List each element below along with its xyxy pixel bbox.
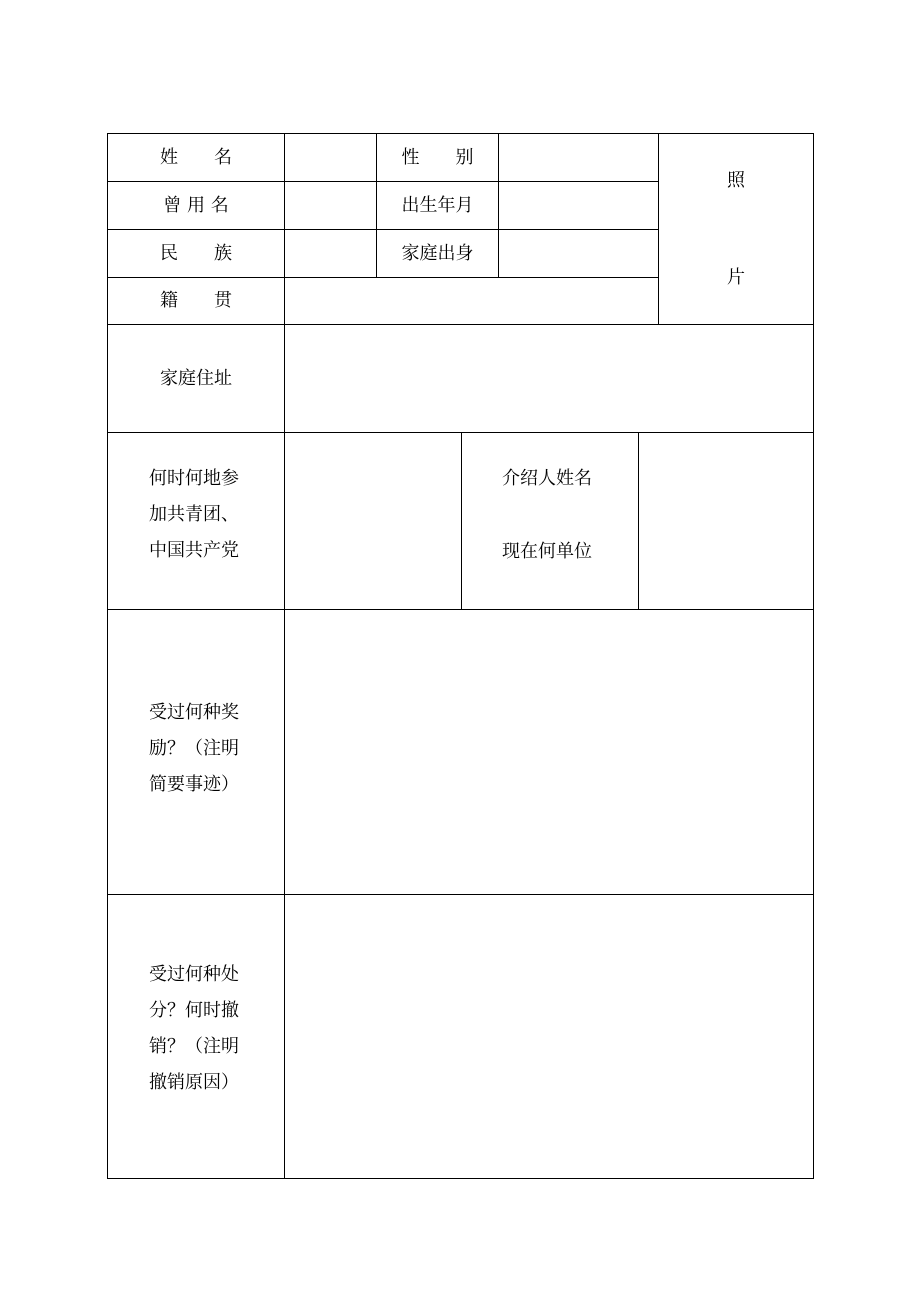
ethnicity-label-cell — [108, 230, 285, 278]
former-name-field[interactable] — [285, 182, 377, 230]
punishment-label-line-2: 分？何时撤 — [149, 1000, 239, 1021]
join-label-line-3: 中国共产党 — [149, 540, 239, 561]
photo-label-bottom: 片 — [727, 267, 745, 288]
family-origin-label: 家庭出身 — [401, 242, 474, 264]
join-label-line-2: 加共青团、 — [149, 504, 239, 525]
join-label-cell — [108, 433, 285, 610]
awards-label-line-3: 简要事迹） — [149, 774, 239, 795]
introducer-field[interactable] — [639, 433, 814, 610]
punishment-field[interactable] — [285, 895, 814, 1178]
name-field[interactable] — [285, 134, 377, 182]
punishment-label-line-1: 受过何种处 — [149, 964, 239, 985]
ethnicity-field[interactable] — [285, 230, 377, 278]
join-time-place-field[interactable] — [285, 433, 462, 610]
punishment-label-cell — [108, 895, 285, 1178]
ethnicity-label: 民 族 — [160, 242, 232, 264]
photo-cell[interactable] — [659, 134, 814, 325]
punishment-label-line-4: 撤销原因） — [149, 1072, 239, 1093]
native-place-label-cell — [108, 278, 285, 325]
awards-label-cell — [108, 610, 285, 895]
name-label: 姓 名 — [160, 146, 232, 168]
photo-label-top: 照 — [727, 170, 745, 191]
birth-label: 出生年月 — [401, 194, 474, 216]
native-place-field[interactable] — [285, 278, 659, 325]
awards-label-line-1: 受过何种奖 — [149, 702, 239, 723]
former-name-label-cell — [108, 182, 285, 230]
join-label-line-1: 何时何地参 — [149, 468, 239, 489]
birth-field[interactable] — [499, 182, 659, 230]
native-place-label: 籍 贯 — [160, 290, 232, 311]
introducer-name-label: 介绍人姓名 — [502, 468, 592, 489]
birth-label-cell — [377, 182, 499, 230]
family-origin-label-cell — [377, 230, 499, 278]
gender-label: 性 别 — [401, 146, 474, 168]
registration-form — [107, 133, 814, 1179]
family-origin-field[interactable] — [499, 230, 659, 278]
gender-label-cell — [377, 134, 499, 182]
introducer-unit-label: 现在何单位 — [502, 541, 592, 562]
home-address-label: 家庭住址 — [160, 367, 232, 389]
name-label-cell — [108, 134, 285, 182]
home-address-label-cell — [108, 325, 285, 433]
home-address-field[interactable] — [285, 325, 814, 433]
gender-field[interactable] — [499, 134, 659, 182]
awards-field[interactable] — [285, 610, 814, 895]
awards-label-line-2: 励？（注明 — [149, 738, 239, 759]
former-name-label: 曾 用 名 — [163, 194, 229, 216]
introducer-label-cell — [462, 433, 639, 610]
punishment-label-line-3: 销？（注明 — [149, 1036, 239, 1057]
